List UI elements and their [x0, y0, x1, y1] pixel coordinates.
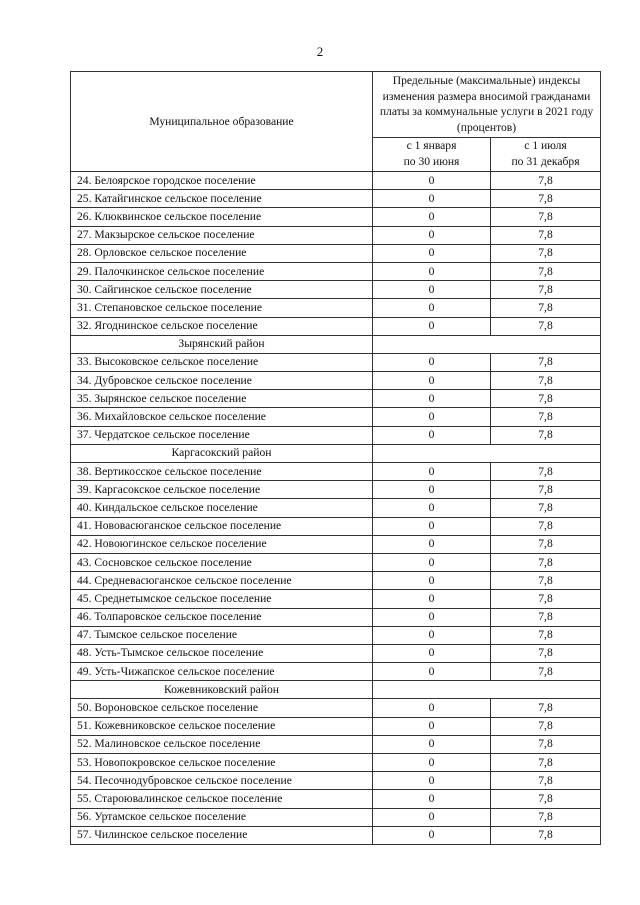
- index-jul-dec: 7,8: [491, 535, 601, 553]
- index-jul-dec: 7,8: [491, 826, 601, 844]
- index-jan-jun: 0: [373, 517, 491, 535]
- settlement-name: 50. Вороновское сельское поселение: [71, 699, 373, 717]
- table-body: [71, 172, 601, 845]
- settlement-name: 56. Уртамское сельское поселение: [71, 808, 373, 826]
- table-row: [71, 699, 601, 717]
- table-row: [71, 535, 601, 553]
- header-period-jan-jun-line2: по 30 июня: [403, 155, 460, 169]
- index-jan-jun: 0: [373, 826, 491, 844]
- index-jan-jun: 0: [373, 463, 491, 481]
- utility-index-table: [70, 71, 601, 845]
- index-jul-dec: 7,8: [491, 572, 601, 590]
- table-row: [71, 735, 601, 753]
- table-row: [71, 517, 601, 535]
- table-row: [71, 663, 601, 681]
- table-row: [71, 790, 601, 808]
- index-jan-jun: 0: [373, 299, 491, 317]
- table-row: [71, 208, 601, 226]
- settlement-name: 30. Сайгинское сельское поселение: [71, 281, 373, 299]
- index-jul-dec: 7,8: [491, 262, 601, 280]
- index-jan-jun: 0: [373, 808, 491, 826]
- table-row: [71, 608, 601, 626]
- header-period-jul-dec-line1: с 1 июля: [524, 139, 567, 153]
- settlement-name: 38. Вертикосское сельское поселение: [71, 463, 373, 481]
- index-jul-dec: 7,8: [491, 172, 601, 190]
- settlement-name: 36. Михайловское сельское поселение: [71, 408, 373, 426]
- settlement-name: 55. Староювалинское сельское поселение: [71, 790, 373, 808]
- table-row: [71, 644, 601, 662]
- settlement-name: 51. Кожевниковское сельское поселение: [71, 717, 373, 735]
- index-jan-jun: 0: [373, 408, 491, 426]
- index-jan-jun: 0: [373, 735, 491, 753]
- index-jan-jun: 0: [373, 717, 491, 735]
- settlement-name: 42. Новоюгинское сельское поселение: [71, 535, 373, 553]
- page-number: 2: [316, 44, 324, 59]
- district-name: Кожевниковский район: [71, 681, 373, 699]
- index-jul-dec: 7,8: [491, 626, 601, 644]
- settlement-name: 32. Ягоднинское сельское поселение: [71, 317, 373, 335]
- settlement-name: 34. Дубровское сельское поселение: [71, 372, 373, 390]
- settlement-name: 33. Высоковское сельское поселение: [71, 353, 373, 371]
- index-jul-dec: 7,8: [491, 754, 601, 772]
- index-jan-jun: 0: [373, 590, 491, 608]
- index-jan-jun: 0: [373, 663, 491, 681]
- table-row: [71, 826, 601, 844]
- settlement-name: 25. Катайгинское сельское поселение: [71, 190, 373, 208]
- table-row: [71, 372, 601, 390]
- index-jul-dec: 7,8: [491, 244, 601, 262]
- table-row: [71, 317, 601, 335]
- settlement-name: 41. Нововасюганское сельское поселение: [71, 517, 373, 535]
- settlement-name: 57. Чилинское сельское поселение: [71, 826, 373, 844]
- index-jul-dec: 7,8: [491, 699, 601, 717]
- table-row: [71, 772, 601, 790]
- district-name: Каргасокский район: [71, 444, 373, 462]
- table-row: [71, 244, 601, 262]
- header-period-jul-dec: [491, 137, 601, 171]
- index-jan-jun: 0: [373, 754, 491, 772]
- index-jul-dec: 7,8: [491, 663, 601, 681]
- header-municipality: Муниципальное образование: [71, 72, 373, 172]
- index-jan-jun: 0: [373, 499, 491, 517]
- settlement-name: 31. Степановское сельское поселение: [71, 299, 373, 317]
- table-row: [71, 408, 601, 426]
- index-jan-jun: 0: [373, 481, 491, 499]
- index-jan-jun: 0: [373, 372, 491, 390]
- index-jan-jun: 0: [373, 208, 491, 226]
- index-jan-jun: 0: [373, 426, 491, 444]
- index-jan-jun: 0: [373, 172, 491, 190]
- settlement-name: 43. Сосновское сельское поселение: [71, 553, 373, 571]
- index-jul-dec: 7,8: [491, 299, 601, 317]
- settlement-name: 46. Толпаровское сельское поселение: [71, 608, 373, 626]
- settlement-name: 40. Киндальское сельское поселение: [71, 499, 373, 517]
- index-jul-dec: 7,8: [491, 281, 601, 299]
- index-jul-dec: 7,8: [491, 463, 601, 481]
- table-row: [71, 190, 601, 208]
- index-jan-jun: 0: [373, 244, 491, 262]
- table-row: [71, 572, 601, 590]
- index-jul-dec: 7,8: [491, 499, 601, 517]
- index-jul-dec: 7,8: [491, 608, 601, 626]
- settlement-name: 39. Каргасокское сельское поселение: [71, 481, 373, 499]
- index-jul-dec: 7,8: [491, 553, 601, 571]
- header-period-jul-dec-line2: по 31 декабря: [511, 155, 580, 169]
- index-jan-jun: 0: [373, 281, 491, 299]
- table-row: [71, 226, 601, 244]
- settlement-name: 44. Средневасюганское сельское поселение: [71, 572, 373, 590]
- index-jul-dec: 7,8: [491, 390, 601, 408]
- index-jan-jun: 0: [373, 790, 491, 808]
- table-row: [71, 426, 601, 444]
- index-jan-jun: 0: [373, 699, 491, 717]
- settlement-name: 48. Усть-Тымское сельское поселение: [71, 644, 373, 662]
- index-jul-dec: 7,8: [491, 790, 601, 808]
- district-empty-cell: [373, 335, 601, 353]
- index-jan-jun: 0: [373, 553, 491, 571]
- settlement-name: 24. Белоярское городское поселение: [71, 172, 373, 190]
- settlement-name: 52. Малиновское сельское поселение: [71, 735, 373, 753]
- settlement-name: 35. Зырянское сельское поселение: [71, 390, 373, 408]
- header-period-jan-jun-line1: с 1 января: [406, 139, 457, 153]
- index-jan-jun: 0: [373, 390, 491, 408]
- index-jan-jun: 0: [373, 317, 491, 335]
- index-jul-dec: 7,8: [491, 735, 601, 753]
- table-row: [71, 390, 601, 408]
- settlement-name: 37. Чердатское сельское поселение: [71, 426, 373, 444]
- index-jan-jun: 0: [373, 608, 491, 626]
- settlement-name: 26. Клюквинское сельское поселение: [71, 208, 373, 226]
- settlement-name: 27. Макзырское сельское поселение: [71, 226, 373, 244]
- table-row: [71, 353, 601, 371]
- district-row: [71, 444, 601, 462]
- settlement-name: 49. Усть-Чижапское сельское поселение: [71, 663, 373, 681]
- table-row: [71, 481, 601, 499]
- settlement-name: 53. Новопокровское сельское поселение: [71, 754, 373, 772]
- table-row: [71, 463, 601, 481]
- table-row: [71, 590, 601, 608]
- index-jan-jun: 0: [373, 644, 491, 662]
- index-jan-jun: 0: [373, 353, 491, 371]
- settlement-name: 54. Песочнодубровское сельское поселение: [71, 772, 373, 790]
- index-jul-dec: 7,8: [491, 372, 601, 390]
- index-jul-dec: 7,8: [491, 226, 601, 244]
- index-jan-jun: 0: [373, 190, 491, 208]
- index-jul-dec: 7,8: [491, 426, 601, 444]
- index-jan-jun: 0: [373, 626, 491, 644]
- table-row: [71, 281, 601, 299]
- index-jul-dec: 7,8: [491, 353, 601, 371]
- table-row: [71, 299, 601, 317]
- index-jul-dec: 7,8: [491, 408, 601, 426]
- settlement-name: 47. Тымское сельское поселение: [71, 626, 373, 644]
- header-index-group: Предельные (максимальные) индексы изменения размера вносимой гражданами платы за коммунальные услуги в 2021 году (процентов): [373, 72, 601, 138]
- table-row: [71, 626, 601, 644]
- header-period-jan-jun: [373, 137, 491, 171]
- table-header: [71, 72, 601, 172]
- index-jan-jun: 0: [373, 262, 491, 280]
- district-empty-cell: [373, 681, 601, 699]
- table-row: [71, 262, 601, 280]
- index-jan-jun: 0: [373, 226, 491, 244]
- district-row: [71, 681, 601, 699]
- table-row: [71, 172, 601, 190]
- table-row: [71, 717, 601, 735]
- index-jul-dec: 7,8: [491, 644, 601, 662]
- table-row: [71, 499, 601, 517]
- table-row: [71, 808, 601, 826]
- district-name: Зырянский район: [71, 335, 373, 353]
- index-jul-dec: 7,8: [491, 717, 601, 735]
- index-jul-dec: 7,8: [491, 517, 601, 535]
- table-row: [71, 553, 601, 571]
- index-jul-dec: 7,8: [491, 772, 601, 790]
- table-row: [71, 754, 601, 772]
- index-jan-jun: 0: [373, 772, 491, 790]
- index-jan-jun: 0: [373, 572, 491, 590]
- district-row: [71, 335, 601, 353]
- index-jul-dec: 7,8: [491, 190, 601, 208]
- district-empty-cell: [373, 444, 601, 462]
- settlement-name: 28. Орловское сельское поселение: [71, 244, 373, 262]
- settlement-name: 29. Палочкинское сельское поселение: [71, 262, 373, 280]
- index-jul-dec: 7,8: [491, 317, 601, 335]
- index-jul-dec: 7,8: [491, 481, 601, 499]
- settlement-name: 45. Среднетымское сельское поселение: [71, 590, 373, 608]
- index-jan-jun: 0: [373, 535, 491, 553]
- index-jul-dec: 7,8: [491, 590, 601, 608]
- index-jul-dec: 7,8: [491, 808, 601, 826]
- index-jul-dec: 7,8: [491, 208, 601, 226]
